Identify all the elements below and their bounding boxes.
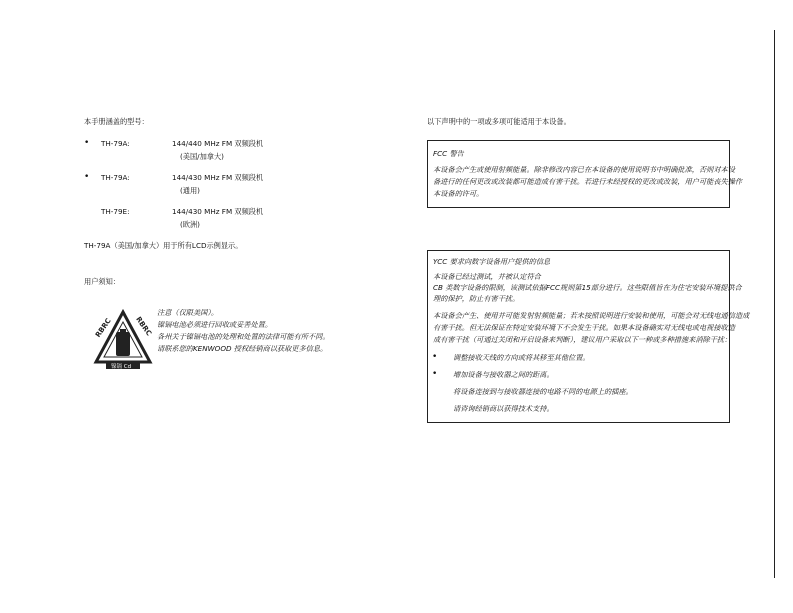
ycc-title: YCC 要求向数字设备用户提供的信息 bbox=[433, 257, 551, 266]
ycc-line: 本设备已经过测试，并被认定符合 bbox=[433, 272, 541, 281]
model-band: 144/430 MHz FM 双频段机 bbox=[172, 207, 264, 216]
ycc-line: 本设备会产生、使用并可能发射射频能量；若未按照说明进行安装和使用，可能会对无线电通信造成 bbox=[433, 311, 750, 320]
model-bullet: • bbox=[84, 138, 90, 148]
rbrc-recycle-logo bbox=[92, 308, 154, 370]
svg-text:RBRC: RBRC bbox=[94, 316, 113, 339]
model-region: (欧洲) bbox=[180, 220, 200, 229]
ycc-line: CB 类数字设备的限制，该测试依据FCC规则第15部分进行。这些限值旨在为住宅安装环境提供合 bbox=[433, 283, 742, 292]
model-band: 144/430 MHz FM 双频段机 bbox=[172, 173, 264, 182]
page-edge-rule bbox=[774, 30, 775, 578]
model-name: TH-79E: bbox=[101, 207, 130, 216]
fcc-line: 本设备会产生或使用射频能量。除非修改内容已在本设备的使用说明书中明确批准，否则对本设 bbox=[433, 165, 735, 174]
model-region: (通用) bbox=[180, 186, 200, 195]
ycc-bullet: • bbox=[432, 352, 438, 362]
recycle-title: 注意（仅限美国）。 bbox=[157, 308, 219, 317]
fcc-title: FCC 警告 bbox=[433, 149, 464, 158]
ycc-bullet: • bbox=[432, 369, 438, 379]
ycc-bullet-item: 调整接收天线的方向或将其移至其他位置。 bbox=[453, 353, 590, 362]
recycle-line: 镍镉电池必须进行回收或妥善处置。 bbox=[157, 320, 273, 329]
statements-intro: 以下声明中的一项或多项可能适用于本设备。 bbox=[427, 117, 571, 126]
ycc-info-box bbox=[427, 250, 750, 423]
svg-text:RBRC: RBRC bbox=[134, 315, 153, 338]
fcc-line: 本设备的许可。 bbox=[433, 189, 484, 198]
ycc-line: 有害干扰。但无法保证在特定安装环境下不会发生干扰。如果本设备确实对无线电或电视接收造 bbox=[433, 323, 735, 332]
ycc-extra-line: 将设备连接到与接收器连接的电路不同的电源上的插座。 bbox=[453, 387, 633, 396]
model-region: (美国/加拿大) bbox=[180, 152, 224, 161]
fcc-line: 备进行的任何更改或改装都可能造成有害干扰。若进行未经授权的更改或改装，用户可能丧失操作 bbox=[433, 177, 743, 186]
rbrc-seal-icon bbox=[92, 308, 154, 370]
lcd-note: TH-79A（美国/加拿大）用于所有LCD示例显示。 bbox=[84, 241, 243, 250]
recycle-line: 请联系您的KENWOOD 授权经销商以获取更多信息。 bbox=[157, 344, 328, 353]
user-notice-heading: 用户须知： bbox=[84, 277, 120, 286]
model-name: TH-79A: bbox=[101, 173, 130, 182]
model-band: 144/440 MHz FM 双频段机 bbox=[172, 139, 264, 148]
model-name: TH-79A: bbox=[101, 139, 130, 148]
ycc-line: 成有害干扰（可通过关闭和开启设备来判断），建议用户采取以下一种或多种措施来消除干扰： bbox=[433, 335, 732, 344]
ycc-bullet-item: 增加设备与接收器之间的距离。 bbox=[453, 370, 554, 379]
recycle-line: 各州关于镍镉电池的处理和处置的法律可能有所不同。 bbox=[157, 332, 330, 341]
fcc-warning-box bbox=[427, 140, 743, 208]
models-heading: 本手册涵盖的型号： bbox=[84, 117, 149, 126]
model-bullet: • bbox=[84, 172, 90, 182]
svg-text:镍镉 Cd: 镍镉 Cd bbox=[111, 364, 132, 370]
ycc-extra-line: 请咨询经销商以获得技术支持。 bbox=[453, 404, 554, 413]
ycc-line: 理的保护，防止有害干扰。 bbox=[433, 294, 520, 303]
